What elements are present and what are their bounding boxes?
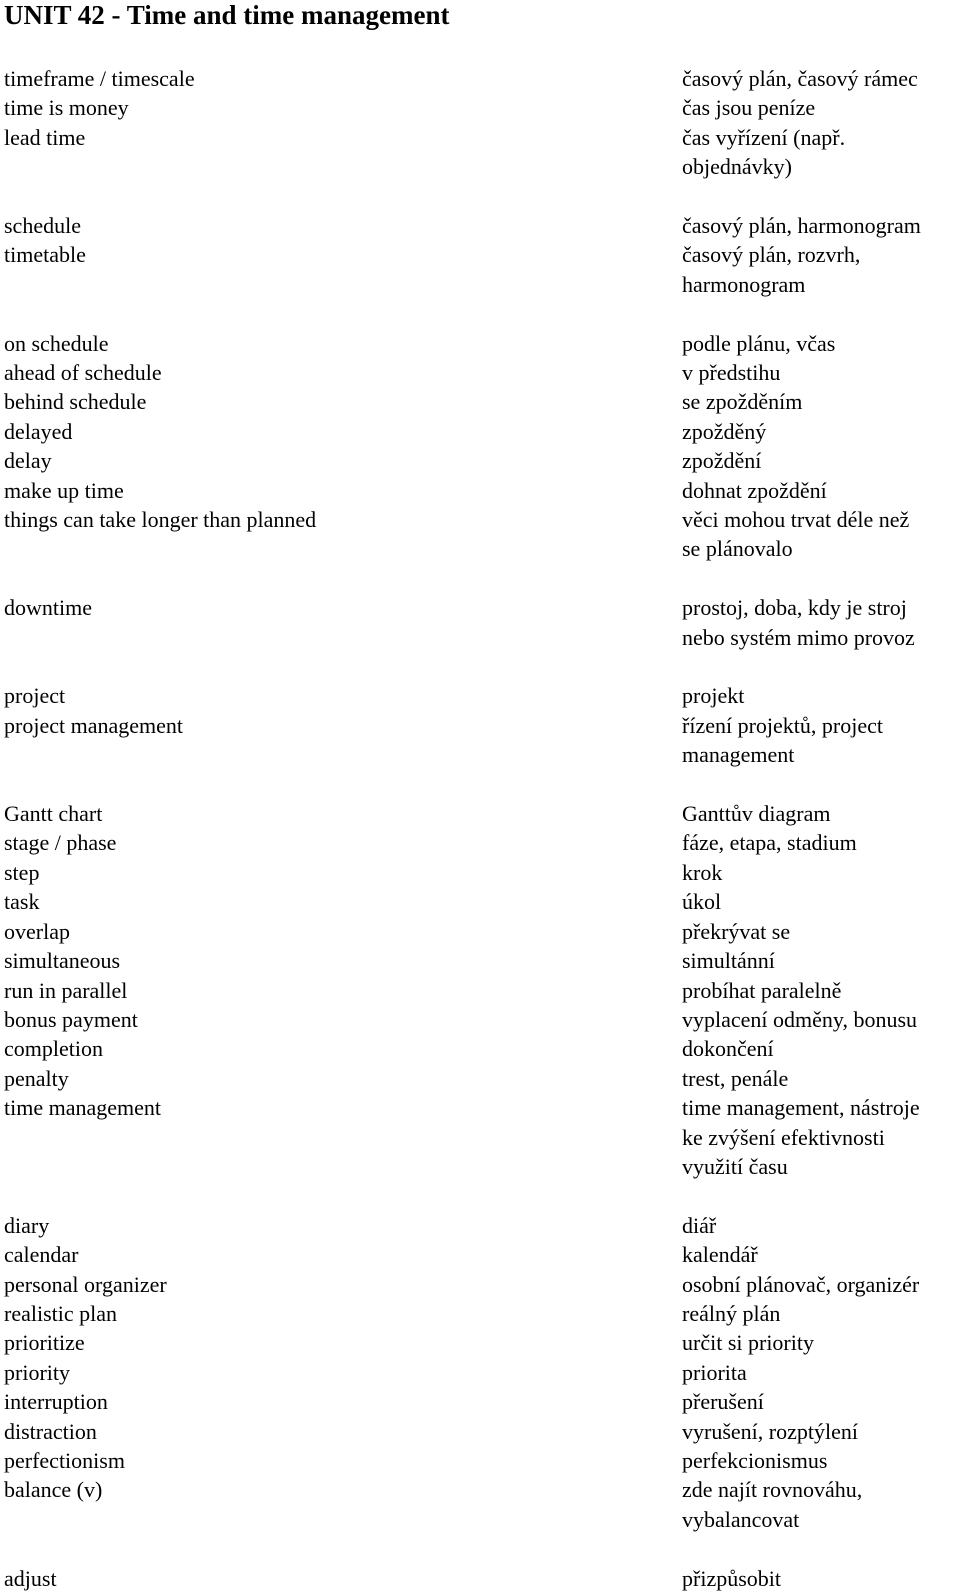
spacer: [0, 770, 960, 799]
english-term: project: [4, 683, 66, 709]
english-term: realistic plan: [4, 1300, 118, 1326]
vocab-row: [0, 1064, 960, 1093]
czech-translation: [682, 387, 960, 416]
english-term: personal organizer: [4, 1271, 167, 1297]
translation-line: kalendář: [682, 1242, 758, 1268]
translation-line: vyrušení, rozptýlení: [682, 1418, 858, 1444]
czech-translation: [682, 917, 960, 946]
translation-line: časový plán, harmonogram: [682, 213, 921, 239]
vocab-row: [0, 1093, 960, 1181]
vocab-row: [0, 417, 960, 446]
czech-translation: [682, 1387, 960, 1416]
vocab-row: [0, 799, 960, 828]
vocab-row: [0, 64, 960, 93]
czech-translation: [682, 1064, 960, 1093]
vocab-row: [0, 681, 960, 710]
english-term: distraction: [4, 1418, 97, 1444]
translation-line: využití času: [682, 1153, 788, 1179]
czech-translation: [682, 417, 960, 446]
translation-line: se plánovalo: [682, 536, 793, 562]
english-term: bonus payment: [4, 1006, 138, 1032]
czech-translation: [682, 1299, 960, 1328]
translation-line: projekt: [682, 683, 745, 709]
czech-translation: [682, 711, 960, 770]
english-term: penalty: [4, 1065, 69, 1091]
english-term: time is money: [4, 95, 129, 121]
vocab-row: [0, 976, 960, 1005]
translation-line: úkol: [682, 889, 722, 915]
czech-translation: [682, 64, 960, 93]
translation-line: dokončení: [682, 1036, 774, 1062]
vocab-row: [0, 711, 960, 770]
czech-translation: [682, 1211, 960, 1240]
english-term: diary: [4, 1212, 50, 1238]
czech-translation: [682, 1446, 960, 1475]
english-term: time management: [4, 1095, 161, 1121]
vocab-row: [0, 505, 960, 564]
vocab-row: [0, 1211, 960, 1240]
english-term: calendar: [4, 1242, 79, 1268]
translation-line: probíhat paralelně: [682, 977, 842, 1003]
vocab-row: [0, 1270, 960, 1299]
czech-translation: [682, 1093, 960, 1181]
english-term: behind schedule: [4, 389, 147, 415]
spacer: [0, 652, 960, 681]
translation-line: perfekcionismus: [682, 1448, 828, 1473]
translation-line: určit si priority: [682, 1330, 814, 1356]
english-term: adjust: [4, 1565, 57, 1591]
english-term: prioritize: [4, 1330, 85, 1356]
english-term: interruption: [4, 1389, 108, 1415]
translation-line: Ganttův diagram: [682, 801, 831, 827]
vocab-row: [0, 1475, 960, 1534]
czech-translation: [682, 1358, 960, 1387]
translation-line: časový plán, časový rámec: [682, 66, 918, 91]
translation-line: časový plán, rozvrh,: [682, 242, 861, 268]
vocab-row: [0, 1446, 960, 1475]
vocab-row: [0, 211, 960, 240]
translation-line: reálný plán: [682, 1300, 781, 1326]
translation-line: se zpožděním: [682, 389, 803, 415]
vocab-row: [0, 1564, 960, 1593]
spacer: [0, 299, 960, 328]
translation-line: priorita: [682, 1359, 747, 1385]
translation-line: fáze, etapa, stadium: [682, 830, 857, 856]
translation-line: věci mohou trvat déle než: [682, 507, 910, 533]
vocab-row: [0, 329, 960, 358]
czech-translation: [682, 329, 960, 358]
vocab-row: [0, 387, 960, 416]
czech-translation: [682, 946, 960, 975]
czech-translation: [682, 211, 960, 240]
spacer: [0, 1181, 960, 1210]
translation-line: přizpůsobit: [682, 1565, 781, 1591]
english-term: downtime: [4, 595, 92, 621]
english-term: perfectionism: [4, 1448, 125, 1473]
translation-line: v předstihu: [682, 360, 781, 386]
czech-translation: [682, 446, 960, 475]
spacer: [0, 564, 960, 593]
vocab-row: [0, 1358, 960, 1387]
translation-line: trest, penále: [682, 1065, 789, 1091]
vocab-row: [0, 1240, 960, 1269]
vocab-row: [0, 240, 960, 299]
translation-line: dohnat zpoždění: [682, 477, 827, 503]
english-term: task: [4, 889, 40, 915]
vocab-row: [0, 828, 960, 857]
czech-translation: [682, 1564, 960, 1593]
translation-line: překrývat se: [682, 918, 791, 944]
czech-translation: [682, 1005, 960, 1034]
vocab-row: [0, 476, 960, 505]
english-term: balance (v): [4, 1477, 103, 1503]
english-term: Gantt chart: [4, 801, 103, 827]
vocab-row: [0, 917, 960, 946]
english-term: delay: [4, 448, 52, 474]
english-term: lead time: [4, 124, 86, 150]
czech-translation: [682, 828, 960, 857]
spacer: [0, 1534, 960, 1563]
english-term: run in parallel: [4, 977, 128, 1003]
english-term: make up time: [4, 477, 124, 503]
czech-translation: [682, 887, 960, 916]
vocab-row: [0, 358, 960, 387]
czech-translation: [682, 681, 960, 710]
translation-line: podle plánu, včas: [682, 330, 836, 356]
translation-line: diář: [682, 1212, 717, 1238]
spacer: [0, 182, 960, 211]
translation-line: prostoj, doba, kdy je stroj: [682, 595, 907, 621]
czech-translation: [682, 1417, 960, 1446]
english-term: things can take longer than planned: [4, 507, 317, 533]
english-term: completion: [4, 1036, 103, 1062]
english-term: priority: [4, 1359, 70, 1385]
translation-line: zpožděný: [682, 418, 767, 444]
english-term: timeframe / timescale: [4, 66, 195, 91]
czech-translation: [682, 1034, 960, 1063]
czech-translation: [682, 858, 960, 887]
vocab-row: [0, 446, 960, 475]
czech-translation: [682, 93, 960, 122]
english-term: timetable: [4, 242, 86, 268]
translation-line: zpoždění: [682, 448, 762, 474]
translation-line: čas vyřízení (např.: [682, 124, 846, 150]
vocab-row: [0, 593, 960, 652]
translation-line: ke zvýšení efektivnosti: [682, 1124, 885, 1150]
czech-translation: [682, 799, 960, 828]
vocab-row: [0, 1299, 960, 1328]
page-title: UNIT 42 - Time and time management: [4, 0, 450, 30]
vocab-row: [0, 887, 960, 916]
vocab-row: [0, 1034, 960, 1063]
translation-line: time management, nástroje: [682, 1095, 920, 1121]
english-term: stage / phase: [4, 830, 117, 856]
translation-line: osobní plánovač, organizér: [682, 1271, 920, 1297]
english-term: step: [4, 859, 40, 885]
translation-line: zde najít rovnováhu,: [682, 1477, 863, 1503]
english-term: project management: [4, 712, 183, 738]
translation-line: přerušení: [682, 1389, 764, 1415]
english-term: simultaneous: [4, 948, 121, 974]
english-term: delayed: [4, 418, 73, 444]
translation-line: simultánní: [682, 948, 775, 974]
english-term: schedule: [4, 213, 81, 239]
vocab-row: [0, 1005, 960, 1034]
vocab-row: [0, 1417, 960, 1446]
vocabulary-list: [0, 64, 960, 1593]
vocab-row: [0, 1387, 960, 1416]
translation-line: krok: [682, 859, 723, 885]
translation-line: objednávky): [682, 154, 792, 180]
vocab-row: [0, 858, 960, 887]
czech-translation: [682, 593, 960, 652]
czech-translation: [682, 505, 960, 564]
translation-line: vybalancovat: [682, 1506, 800, 1532]
english-term: on schedule: [4, 330, 109, 356]
translation-line: nebo systém mimo provoz: [682, 624, 915, 650]
czech-translation: [682, 240, 960, 299]
translation-line: harmonogram: [682, 271, 806, 297]
english-term: overlap: [4, 918, 70, 944]
vocab-row: [0, 123, 960, 182]
czech-translation: [682, 123, 960, 182]
czech-translation: [682, 1475, 960, 1534]
translation-line: řízení projektů, project: [682, 712, 883, 738]
english-term: ahead of schedule: [4, 360, 162, 386]
czech-translation: [682, 1240, 960, 1269]
czech-translation: [682, 976, 960, 1005]
vocab-row: [0, 946, 960, 975]
translation-line: vyplacení odměny, bonusu: [682, 1006, 918, 1032]
czech-translation: [682, 476, 960, 505]
translation-line: management: [682, 742, 795, 768]
vocab-row: [0, 93, 960, 122]
czech-translation: [682, 1270, 960, 1299]
czech-translation: [682, 358, 960, 387]
translation-line: čas jsou peníze: [682, 95, 816, 121]
czech-translation: [682, 1328, 960, 1357]
vocab-row: [0, 1328, 960, 1357]
